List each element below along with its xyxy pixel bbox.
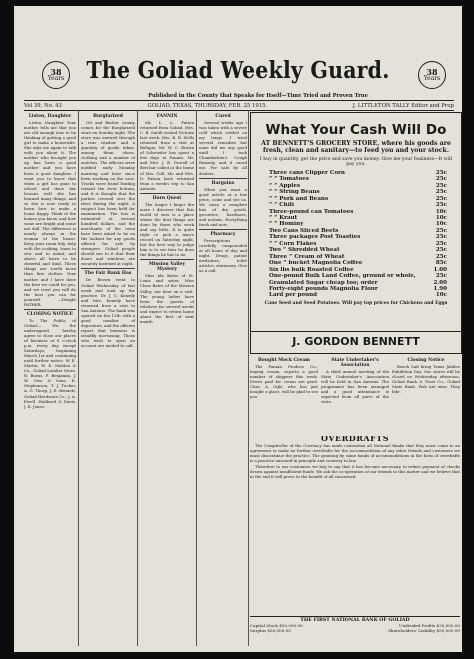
price-item-label: Two Cans Sliced Beets [269, 227, 339, 234]
price-item-price: 25c [435, 176, 447, 183]
ad-footer-note: Cane Seed and Seed Potatoes. Will pay top prices for Chickens and Eggs [264, 300, 448, 306]
ad-business-name: J. GORDON BENNETT [251, 331, 461, 348]
column-1 [24, 112, 76, 642]
price-item-label: ” ” Chili [269, 202, 295, 209]
article-text: The longer I linger the more I discover that this world of ours is a place where the best things are done by those who work and say little. It is quite right to pick a man's record on Saturday night, but the best way to judge him is to see how he does the things he has to do. [140, 201, 194, 258]
article-text: Mr. L. L. Patton returned from Goliad. Mrs. C. B. Smith visited Victoria last week. Mrs. B. B. Wells returned from a visit at Refugio. Mr. W. C. Brown of Schroeder has spent a few days in Fannin. Mr. and Mrs. J. B. Dowell of Berclair called at the home of Mrs. Goll. Mr. and Mrs. D. Patton have returned from a week's trip to San Antonio. [140, 120, 194, 191]
price-item-price: 25c [435, 234, 447, 241]
article-text: Listen, Daughter. Your mother tells me that you are old enough now to be thinking of getting a good girl to make a housewife. She asks me again to talk with you about it. The mother who brought you up has been a good mother and you have been a good daughter. I want you to know that when a girl has gone to school and done her lessons well she has learned many things, and so she is now ready to learn how to make a home happy. Think of the homes you know, and how some are bright and some are dull. The difference is nearly always in the woman of the house. Keep your room tidy, help with the cooking, learn to sew and to mend, and above all learn to be cheerful and kind. These things are worth more than fine clothes. Your mother and I have done the best we could for you, and we trust you will do the best you can for yourself. —Dwight PATHER. [24, 120, 76, 307]
article-heading: The Fair Bank Has [84, 271, 132, 277]
bank-name: THE FIRST NATIONAL BANK OF GOLIAD [300, 618, 410, 623]
bank-row-label: Capital Stock $50,000.00 [250, 623, 303, 628]
issue-date: GOLIAD, TEXAS, THURSDAY, FEB. 25 1915. [147, 102, 268, 109]
article-heading: Bargains [211, 180, 235, 186]
article-heading: Bought Mock Cream [257, 358, 311, 363]
article-heading: Dorn Quest [152, 195, 182, 201]
price-item-label: ” ” Corn Flakes [269, 240, 317, 247]
price-item-label: Granulated Sugar cheap too; order [269, 279, 378, 286]
price-item-price: 25c [435, 253, 447, 260]
subcolumn-2 [321, 356, 389, 434]
column-2 [81, 112, 135, 642]
price-item-price: 25c [435, 247, 447, 254]
overdrafts-heading: OVERDRAFTS [321, 436, 389, 443]
price-list-item [269, 292, 447, 298]
price-item-label: ” ” Hominy [269, 221, 304, 228]
price-item-label: ” ” Tomatoes [269, 176, 309, 183]
article-text: The Fannin Produce Co., buying cream, reports a good number of shippers this week. Prices paid for cream are good. Chas. A. Ogle, who has just bought a place, will be glad to see you. [250, 364, 318, 400]
article-text: Dr. Brown went to Goliad Wednesday of last week and took up the practice. Dr. J. C. Kenedy and Mrs. Kenedy have returned from a visit to San Antonio. The bank was opened on the 12th with a good number of depositors, and the officers report that business is steadily increasing. Those who wish to open an account are invited to call. [81, 277, 135, 349]
price-item-label: Three packages Post Toasties [269, 234, 361, 241]
masthead [14, 6, 462, 90]
price-item-label: Lard per pound [269, 292, 318, 299]
article-text: Miss Ida Bates of St. Louis and sister, Miss Clara Bates of the Mission Valley, are here on a visit. The young ladies have been the guests of relatives for several weeks and expect to return home about the first of next month. [140, 273, 194, 324]
price-item-label: Forty-eight pounds Magnolia Flour [269, 285, 378, 292]
price-list [269, 170, 447, 299]
price-item-price: 25c [435, 182, 447, 189]
article-heading: State Undertaker's Association [331, 358, 379, 369]
price-item-price: 25c [435, 202, 447, 209]
price-item-label: One-pound Bulk Land Coffee, ground or whole, [269, 273, 416, 280]
article-text: To The Public of Goliad:— We, the undersigned, hereby agree to close our places of business at 6 o'clock p.m. every day except Saturdays, beginning March 1st and continuing until further notice. W. E. Martin, W. E. Mahlon & Co., Goliad Lumber Store, R. Burns, F. Benjamin, J. W. Otto & Sons, E. Stephenson, T. J. Tucker, A. G. Thorp, J. E. Bennett, Goliad Hardware Co., J. A. Ewell, Hubbard & Davis, J. E. Jones. [24, 317, 76, 409]
price-item-label: Two ” Shredded Wheat [269, 247, 340, 254]
ad-headline: What Your Cash Will Do [265, 122, 447, 138]
bank-row-label: Undivided Profits $30,000.00 [399, 623, 460, 628]
column-4 [199, 112, 247, 642]
price-item-label: Three cans Clipper Corn [269, 169, 345, 176]
article-text: When you want a good article at a low price, come and see us. We carry a complete line of dry goods, groceries, hardware, and notions. Everything fresh and new. [199, 186, 247, 227]
article-heading: Cured [215, 114, 231, 119]
seal-left-number: 38 [50, 67, 62, 77]
right-seal-icon [418, 61, 446, 89]
bank-row-label: Surplus $50,000.00 [250, 628, 291, 633]
seal-right-number: 38 [426, 67, 438, 77]
overdrafts-text-2: Therefore to our customers we beg to say that it has become necessary to refuse payment of checks drawn against insufficient funds. We ask the co-operation of our friends in this matter and we believe that in the end it will prove to the benefit of all concerned. [250, 464, 460, 480]
article-heading: Mission Valley Mystery [148, 262, 186, 273]
subcolumn-3 [392, 356, 460, 434]
price-item-price: 25c [435, 240, 447, 247]
price-item-price: 10c [435, 292, 447, 299]
ad-subheadline: AT BENNETT'S GROCERY STORE, where his goods are fresh, clean and sanitary—to feed you and your stock. [261, 140, 451, 154]
price-item-label: ” ” Kraut [269, 214, 298, 221]
seal-left-text: Years [47, 75, 65, 82]
newspaper-page [14, 6, 462, 652]
price-item-price: 25c [435, 195, 447, 202]
bank-statement [250, 616, 460, 649]
price-item-price: 10c [435, 208, 447, 215]
price-item-price: 25c [435, 227, 447, 234]
price-item-price: 25c [435, 169, 447, 176]
price-item-price: 25c [435, 273, 447, 280]
price-item-price: 25c [435, 189, 447, 196]
price-item-label: One ” bucket Magnolia Coffee [269, 260, 363, 267]
grocery-advertisement [250, 112, 462, 354]
price-item-price: 2.00 [433, 279, 447, 286]
price-item-label: ” ” String Beans [269, 189, 320, 196]
price-item-price: 10c [435, 214, 447, 221]
bank-row-label: Shareholders' Liability $50,000.00 [388, 628, 460, 633]
price-item-label: Six lbs bulk Roasted Coffee [269, 266, 354, 273]
article-text: A third annual meeting of the State Undertaker's Association will be held in San Antonio. The programme has been arranged and a good attendance is expected from all parts of the state. [321, 369, 389, 405]
price-item-label: Three ” Cream of Wheat [269, 253, 345, 260]
price-item-price: 10c [435, 221, 447, 228]
seal-right-text: Years [423, 75, 441, 82]
article-text: Beach Sad bring Texas Jubilee Exhibition Day. Our stores will be closed on Wednesday afternoon. Goliad Bank & Trust Co., Goliad State Bank. Fish are wise. They bite. [392, 364, 460, 395]
price-item-price: 85c [435, 260, 447, 267]
price-item-label: ” ” Pork and Beans [269, 195, 329, 202]
overdrafts-notice [250, 436, 460, 646]
left-seal-icon [42, 61, 70, 89]
overdrafts-text: The Comptroller of the Currency has made contention all National Banks that they must come to an agreement to make no further overdrafts for the accommodation of any other friends and customers we must discontinue the practice. The granting by some banks of accommodations in the form of overdrafts is a practice unsound in principle and contrary to law. [250, 443, 460, 464]
column-3 [140, 112, 194, 642]
price-item-label: Three-pound can Tomatoes [269, 208, 354, 215]
editor-credit: J. LITTLETON TALLY Editor and Prop [352, 102, 454, 109]
masthead-subtitle: Published in the County that Speaks for Itself—Time Tried and Proven True [148, 93, 368, 99]
article-heading: Burglarized [93, 114, 123, 119]
subcolumn-1 [250, 356, 318, 434]
article-text: Prescriptions carefully compounded at all hours of day and night. Drugs, patent medicines, toilet articles, stationery. Give us a call. [199, 238, 247, 274]
price-item-price: 1.00 [433, 266, 447, 273]
article-heading: Closing Notice [407, 358, 445, 363]
article-heading: Listen, Daughter [28, 114, 72, 119]
article-heading: CLOSING NOTICE [26, 311, 74, 317]
volume-number: Vol 39, No. 43 [24, 102, 62, 109]
newspaper-title: The Goliad Weekly Guard. [86, 56, 390, 84]
article-text: Several weeks ago I was taken with a severe cold which settled on my lungs. I tried several remedies but none did me any good until I took Chamberlain's Cough Remedy, and it cured me. For sale by all dealers. [199, 120, 247, 176]
price-item-label: ” ” Apples [269, 182, 301, 189]
price-item-price: 1.90 [433, 285, 447, 292]
dateline [24, 100, 454, 111]
ad-notice: I buy in quantity, get the price and save you money. Give me your business—It will pay you. [259, 157, 453, 168]
article-heading: Pharmacy [210, 231, 236, 237]
article-heading: FANNIN [156, 114, 178, 119]
article-text: Ott and Barber county comes for the Burglarized store on Sunday night. The store was entered through a rear window and a quantity of goods taken, among them shoes, clothing and a number of watches. The officers were notified early Monday morning and have since been working on the case. Tracks were found leading toward the river bottom, and it is thought that the parties crossed over the river during the night. A suspect has been held for examination. The loss is estimated at several hundred dollars, and the merchants of the town have been asked to be on the lookout for any goods offered for sale by strangers. Goliad people should see to it that their doors and windows are securely fastened at night. [81, 120, 135, 267]
